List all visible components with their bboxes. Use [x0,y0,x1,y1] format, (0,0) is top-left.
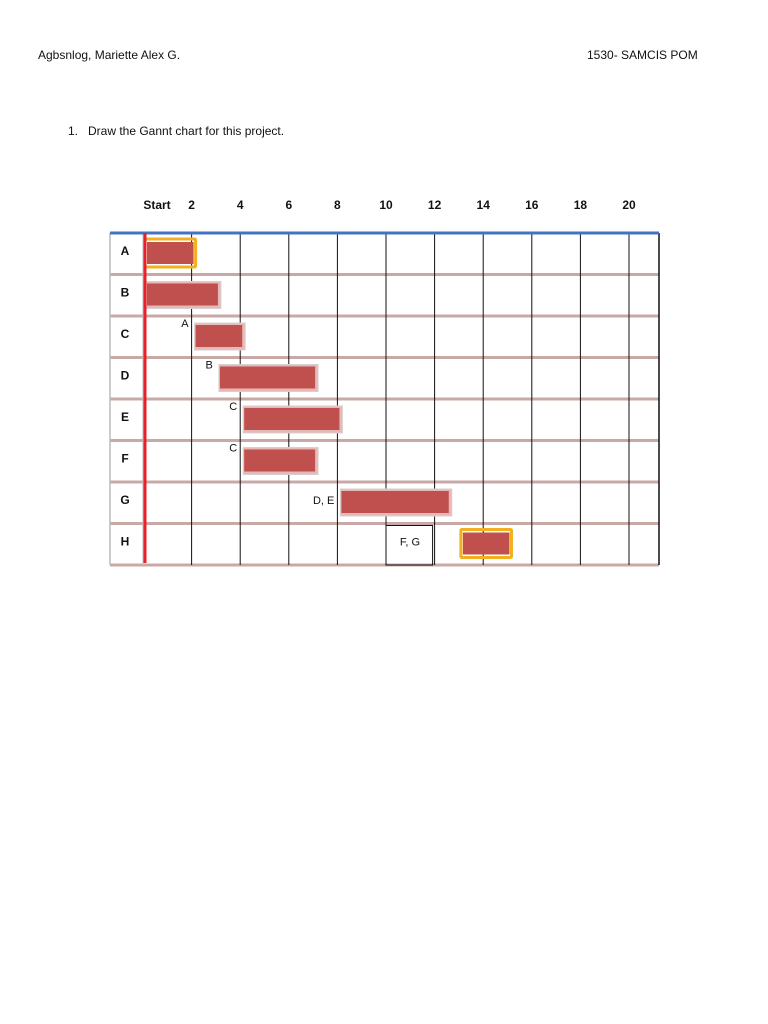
task-label: A [120,243,130,258]
x-tick-label: 14 [476,198,490,212]
task-label: B [120,285,130,300]
course-code: 1530- SAMCIS POM [587,48,698,62]
x-tick-label: 4 [236,198,244,212]
task-bar [244,450,315,472]
task-label: E [120,409,130,424]
task-label: H [120,534,130,549]
task-label: C [120,326,130,341]
predecessor-label: C [229,401,238,413]
predecessor-label: C [229,442,238,455]
task-label: F [121,451,129,466]
x-tick-label: 2 [188,198,195,212]
task-bar [147,242,194,264]
x-tick-label: 10 [379,198,393,212]
x-tick-label: Start [143,198,171,212]
task-bar [341,491,448,513]
question-number: 1. [68,124,79,138]
x-tick-label: 16 [525,198,539,212]
predecessor-label: A [181,318,189,330]
x-tick-label: 18 [573,198,588,212]
task-label: G [120,492,130,507]
task-bar [147,284,218,306]
predecessor-label: B [205,359,213,372]
predecessor-label: F, G [399,536,421,549]
task-bar [244,408,339,430]
x-tick-label: 6 [285,198,293,212]
x-tick-label: 8 [334,198,341,212]
task-bar [220,367,315,389]
student-name: Agbsnlog, Mariette Alex G. [38,48,181,62]
predecessor-label: D, E [312,494,335,507]
task-label: D [120,368,130,383]
x-tick-label: 12 [427,198,442,212]
question-text: Draw the Gannt chart for this project. [88,124,285,138]
task-bar [463,533,510,555]
task-bar [196,325,243,347]
x-tick-label: 20 [622,198,636,212]
